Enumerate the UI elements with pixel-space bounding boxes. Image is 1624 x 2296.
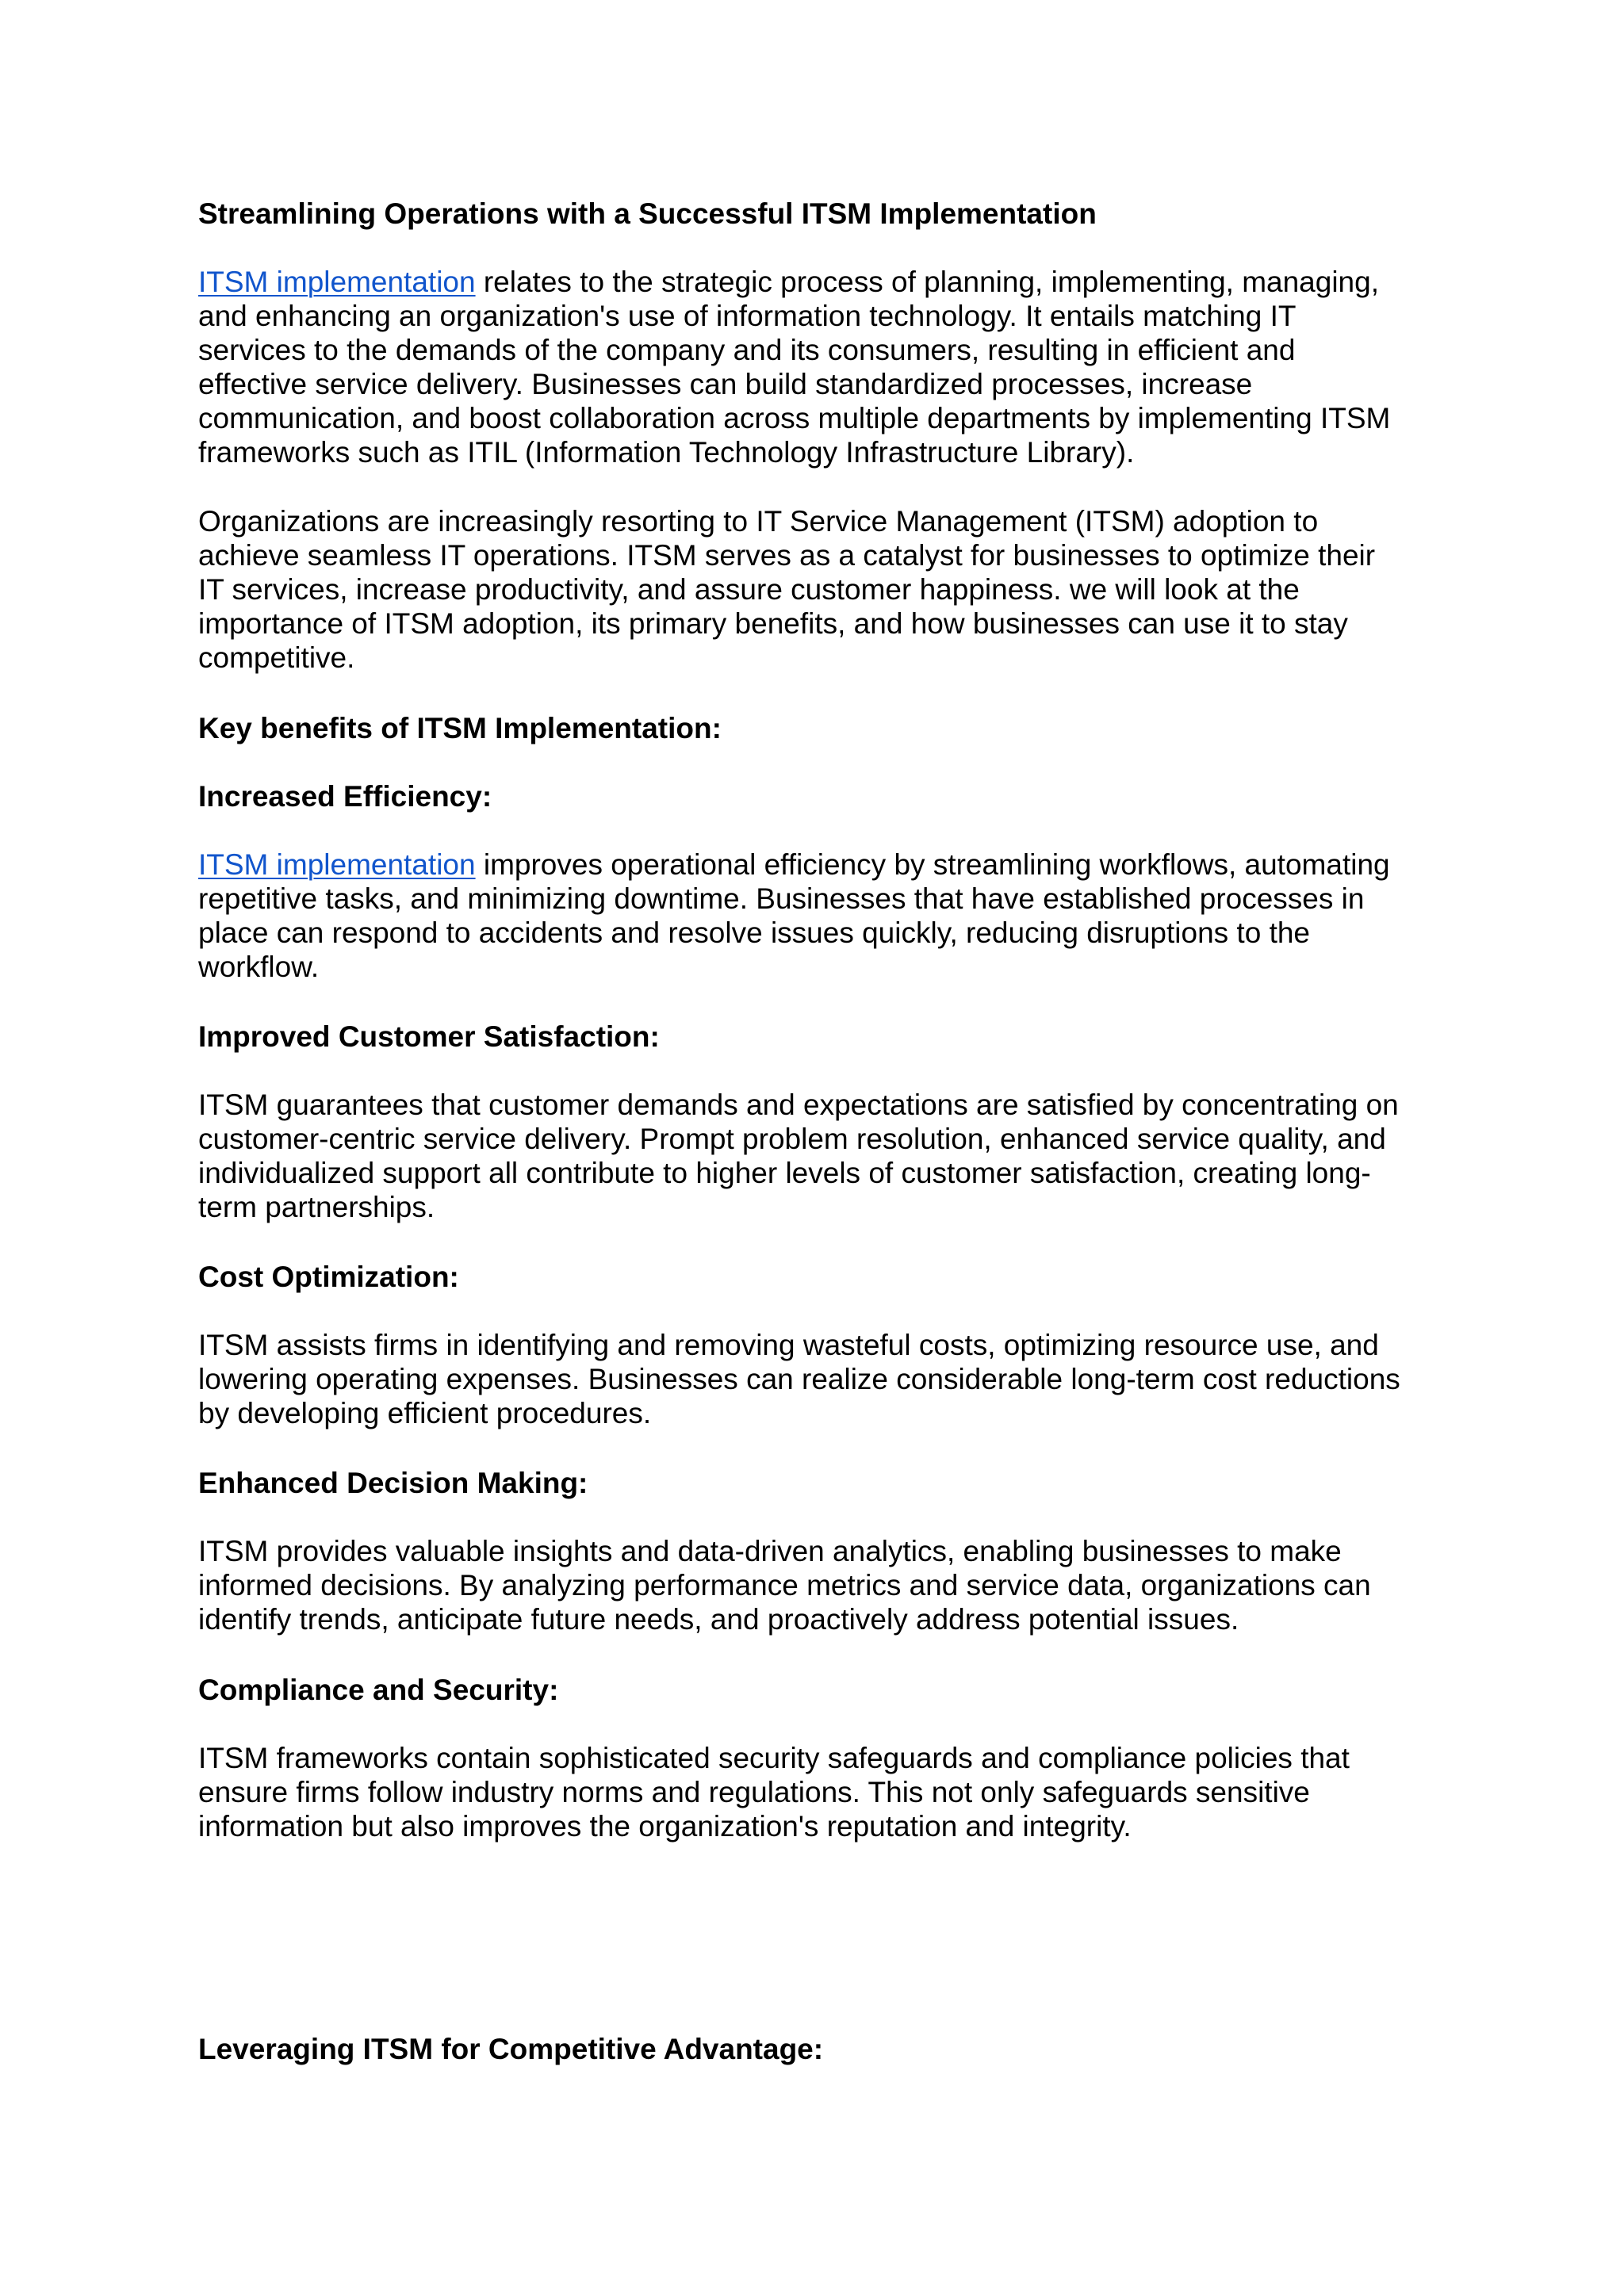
decision-making-heading: Enhanced Decision Making: [198,1467,588,1499]
cost-optimization-heading: Cost Optimization: [198,1261,459,1293]
satisfaction-line-1: ITSM guarantees that customer demands and expectations are satisfied by concentrating on [198,1089,1399,1121]
intro-line-4: effective service delivery. Businesses can build standardized processes, increase [198,368,1253,400]
intro-line-5: communication, and boost collaboration across multiple departments by implementing ITSM [198,402,1391,434]
satisfaction-line-2: customer-centric service delivery. Prompt problem resolution, enhanced service quality, and [198,1123,1386,1155]
competitive-advantage-heading: Leveraging ITSM for Competitive Advantage: [198,2033,824,2065]
decision-line-1: ITSM provides valuable insights and data-driven analytics, enabling businesses to make [198,1535,1342,1567]
increased-efficiency-heading: Increased Efficiency: [198,780,492,813]
efficiency-line-1 [198,848,1390,882]
customer-satisfaction-paragraph [198,1088,1399,1224]
compliance-line-2: ensure firms follow industry norms and regulations. This not only safeguards sensitive [198,1776,1310,1808]
efficiency-line-4: workflow. [198,951,320,983]
intro-line-1 [198,265,1390,299]
efficiency-line-3: place can respond to accidents and resolve issues quickly, reducing disruptions to the [198,916,1311,949]
decision-making-paragraph [198,1534,1371,1636]
decision-line-2: informed decisions. By analyzing performance metrics and service data, organizations can [198,1569,1371,1601]
intro-paragraph [198,265,1390,469]
increased-efficiency-paragraph [198,848,1390,984]
cost-optimization-paragraph [198,1328,1400,1430]
itsm-implementation-link-2[interactable]: ITSM implementation [198,848,476,881]
adoption-line-1: Organizations are increasingly resorting to IT Service Management (ITSM) adoption to [198,505,1319,538]
itsm-implementation-link[interactable]: ITSM implementation [198,266,476,298]
adoption-line-3: IT services, increase productivity, and assure customer happiness. we will look at the [198,573,1300,606]
compliance-line-1: ITSM frameworks contain sophisticated security safeguards and compliance policies that [198,1742,1350,1774]
intro-line-1-text: relates to the strategic process of planning, implementing, managing, [475,266,1379,298]
cost-line-3: by developing efficient procedures. [198,1397,652,1429]
compliance-security-heading: Compliance and Security: [198,1674,559,1706]
intro-line-6: frameworks such as ITIL (Information Technology Infrastructure Library). [198,436,1135,469]
satisfaction-line-4: term partnerships. [198,1191,435,1223]
adoption-line-2: achieve seamless IT operations. ITSM serves as a catalyst for businesses to optimize their [198,539,1376,572]
efficiency-line-2: repetitive tasks, and minimizing downtime. Businesses that have established processes in [198,882,1365,915]
adoption-paragraph [198,504,1375,675]
efficiency-line-1-text: improves operational efficiency by streamlining workflows, automating [475,848,1390,881]
customer-satisfaction-heading: Improved Customer Satisfaction: [198,1020,660,1053]
satisfaction-line-3: individualized support all contribute to higher levels of customer satisfaction, creating long- [198,1157,1371,1189]
intro-line-3: services to the demands of the company and its consumers, resulting in efficient and [198,334,1296,366]
compliance-line-3: information but also improves the organization's reputation and integrity. [198,1810,1132,1843]
cost-line-2: lowering operating expenses. Businesses can realize considerable long-term cost reductions [198,1363,1400,1395]
adoption-line-4: importance of ITSM adoption, its primary benefits, and how businesses can use it to stay [198,607,1348,640]
document-title: Streamlining Operations with a Successful ITSM Implementation [198,197,1097,230]
compliance-security-paragraph [198,1741,1350,1843]
intro-line-2: and enhancing an organization's use of information technology. It entails matching IT [198,300,1297,332]
cost-line-1: ITSM assists firms in identifying and removing wasteful costs, optimizing resource use, and [198,1329,1379,1361]
decision-line-3: identify trends, anticipate future needs, and proactively address potential issues. [198,1603,1239,1636]
adoption-line-5: competitive. [198,641,355,674]
key-benefits-heading: Key benefits of ITSM Implementation: [198,712,722,744]
